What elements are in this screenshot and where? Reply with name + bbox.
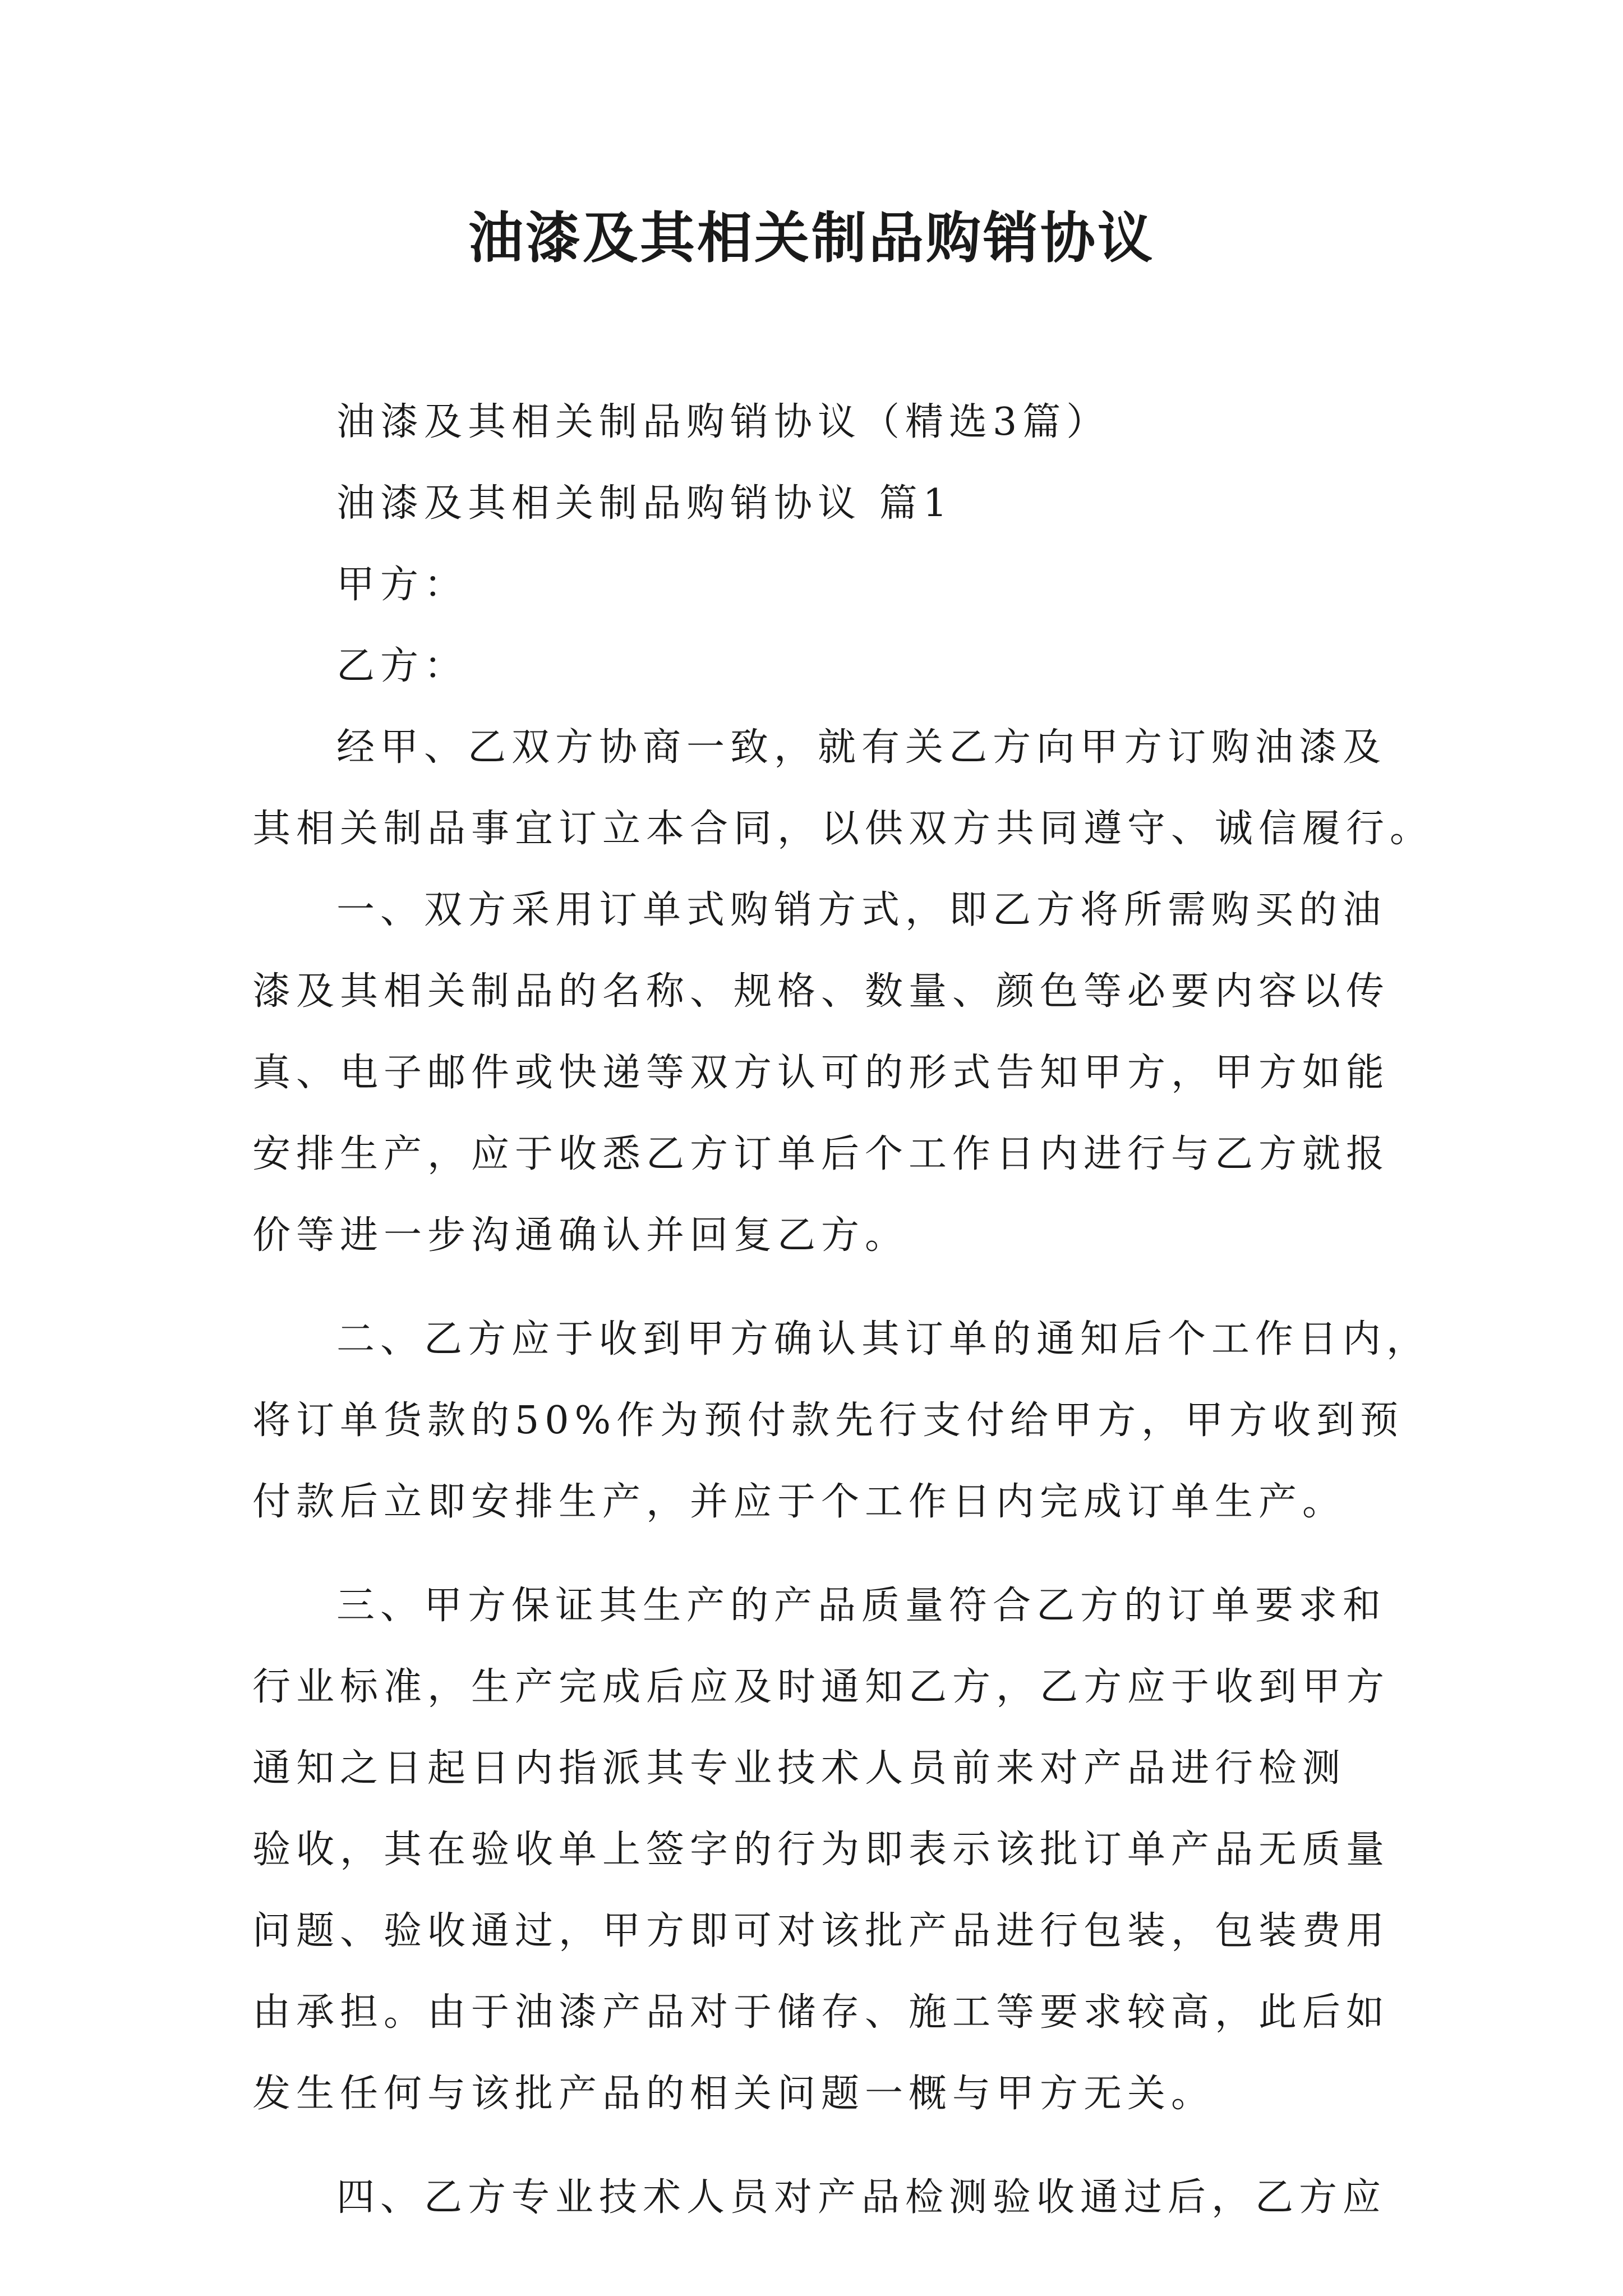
paragraph-line: 经甲、乙双方协商一致，就有关乙方向甲方订购油漆及 [336,725,1387,770]
document-title: 油漆及其相关制品购销协议 [468,206,1155,270]
subtitle-line: 油漆及其相关制品购销协议（精选3篇） [336,400,1110,444]
paragraph-line: 通知之日起日内指派其专业技术人员前来对产品进行检测 [252,1746,1347,1791]
paragraph-line: 四、乙方专业技术人员对产品检测验收通过后，乙方应 [336,2175,1387,2220]
party-a-line: 甲方： [336,563,468,607]
party-b-line: 乙方： [336,644,468,688]
paragraph-line: 安排生产，应于收悉乙方订单后个工作日内进行与乙方就报 [252,1132,1390,1176]
paragraph-line: 发生任何与该批产品的相关问题一概与甲方无关。 [252,2072,1215,2116]
paragraph-line: 二、乙方应于收到甲方确认其订单的通知后个工作日内， [336,1317,1431,1361]
paragraph-line: 其相关制品事宜订立本合同，以供双方共同遵守、诚信履行。 [252,807,1434,851]
paragraph-line: 三、甲方保证其生产的产品质量符合乙方的订单要求和 [336,1584,1387,1628]
paragraph-line: 真、电子邮件或快递等双方认可的形式告知甲方，甲方如能 [252,1051,1390,1095]
paragraph-line: 行业标准，生产完成后应及时通知乙方，乙方应于收到甲方 [252,1665,1390,1709]
paragraph-line: 付款后立即安排生产，并应于个工作日内完成订单生产。 [252,1480,1347,1524]
paragraph-line: 将订单货款的50%作为预付款先行支付给甲方，甲方收到预 [252,1398,1404,1443]
paragraph-line: 由承担。由于油漆产品对于储存、施工等要求较高，此后如 [252,1990,1390,2035]
section-heading: 油漆及其相关制品购销协议 篇1 [336,481,953,526]
paragraph-line: 漆及其相关制品的名称、规格、数量、颜色等必要内容以传 [252,969,1390,1014]
paragraph-line: 价等进一步沟通确认并回复乙方。 [252,1213,909,1258]
paragraph-line: 验收，其在验收单上签字的行为即表示该批订单产品无质量 [252,1828,1390,1872]
document-body [252,381,1434,2238]
paragraph-line: 一、双方采用订单式购销方式，即乙方将所需购买的油 [336,888,1387,932]
paragraph-line: 问题、验收通过，甲方即可对该批产品进行包装，包装费用 [252,1909,1390,1953]
